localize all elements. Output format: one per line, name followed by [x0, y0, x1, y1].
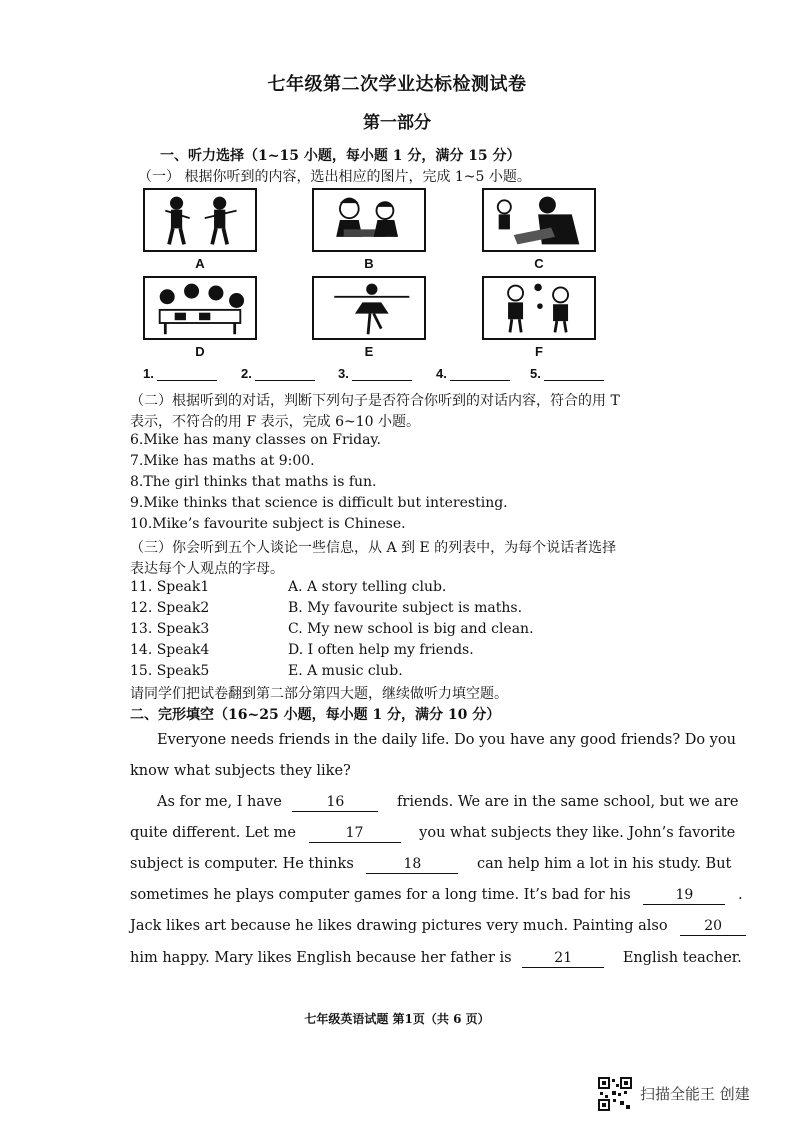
blank-number: 1.	[143, 366, 154, 381]
violin-players-icon	[143, 188, 257, 252]
statement-item: 10.Mike’s favourite subject is Chinese.	[130, 516, 406, 532]
children-playing-icon	[482, 276, 596, 340]
answer-blank[interactable]	[436, 366, 510, 381]
passage-text: sometimes he plays computer games for a long time. It’s bad for his	[130, 887, 631, 903]
statement-item: 8.The girl thinks that maths is fun.	[130, 474, 377, 490]
picture-label-d: D	[195, 344, 205, 359]
picture-label-f: F	[535, 344, 543, 359]
passage-text: friends. We are in the same school, but we are	[397, 794, 739, 810]
ballet-dancer-icon	[312, 276, 426, 340]
answer-blank[interactable]	[143, 366, 217, 381]
section2-heading: 二、完形填空（16~25 小题，每小题 1 分，满分 10 分）	[130, 707, 501, 723]
students-at-table-icon	[143, 276, 257, 340]
gap-18[interactable]: 18	[366, 857, 458, 874]
gap-17[interactable]: 17	[309, 826, 401, 843]
turn-page-note: 请同学们把试卷翻到第二部分第四大题，继续做听力填空题。	[130, 686, 508, 702]
passage-line	[130, 950, 742, 968]
blank-line	[544, 368, 604, 381]
gap-16[interactable]: 16	[292, 795, 378, 812]
blank-line	[450, 368, 510, 381]
speaker-number: 15. Speak5	[130, 663, 210, 679]
passage-text: subject is computer. He thinks	[130, 856, 354, 872]
speaker-number: 14. Speak4	[130, 642, 210, 658]
page-footer: 七年级英语试题 第1页（共 6 页）	[304, 1012, 490, 1026]
passage-text: quite different. Let me	[130, 825, 296, 841]
qr-code-icon	[598, 1077, 632, 1111]
speaker-option: E. A music club.	[288, 663, 403, 679]
passage-text: English teacher.	[622, 950, 742, 966]
passage-text: Jack likes art because he likes drawing pictures very much. Painting also	[130, 918, 668, 934]
children-reading-icon	[312, 188, 426, 252]
section1-sub2-line2: 表示，不符合的用 F 表示，完成 6~10 小题。	[130, 414, 420, 430]
passage-line	[130, 918, 723, 936]
section1-heading: 一、听力选择（1~15 小题，每小题 1 分，满分 15 分）	[160, 148, 521, 164]
passage-line: Everyone needs friends in the daily life. Do you have any good friends? Do you	[157, 732, 736, 748]
blank-number: 2.	[241, 366, 252, 381]
blank-line	[157, 368, 217, 381]
passage-text: you what subjects they like. John’s favorite	[419, 825, 736, 841]
picture-label-b: B	[364, 256, 374, 271]
picture-label-e: E	[364, 344, 374, 359]
speaker-number: 13. Speak3	[130, 621, 210, 637]
answer-blank[interactable]	[241, 366, 315, 381]
statement-item: 6.Mike has many classes on Friday.	[130, 432, 381, 448]
gap-20[interactable]: 20	[680, 919, 746, 936]
passage-line	[130, 825, 736, 843]
part-heading: 第一部分	[363, 113, 431, 133]
passage-line: know what subjects they like?	[130, 763, 351, 779]
gap-21[interactable]: 21	[522, 951, 604, 968]
speaker-option: B. My favourite subject is maths.	[288, 600, 523, 616]
answer-blank[interactable]	[530, 366, 604, 381]
passage-line	[130, 887, 743, 905]
statement-item: 9.Mike thinks that science is difficult but interesting.	[130, 495, 508, 511]
section1-sub3-line2: 表达每个人观点的字母。	[130, 561, 284, 577]
blank-number: 3.	[338, 366, 349, 381]
teacher-child-icon	[482, 188, 596, 252]
blank-number: 4.	[436, 366, 447, 381]
picture-label-a: A	[195, 256, 205, 271]
speaker-option: A. A story telling club.	[288, 579, 447, 595]
passage-text: him happy. Mary likes English because her father is	[130, 950, 512, 966]
answer-blank[interactable]	[338, 366, 412, 381]
section1-sub1: （一） 根据你听到的内容，选出相应的图片，完成 1~5 小题。	[138, 169, 531, 185]
statement-item: 7.Mike has maths at 9:00.	[130, 453, 315, 469]
section1-sub2-line1: （二）根据听到的对话，判断下列句子是否符合你听到的对话内容，符合的用 T	[130, 393, 620, 409]
exam-title: 七年级第二次学业达标检测试卷	[267, 74, 527, 95]
passage-text: .	[737, 887, 743, 903]
speaker-number: 11. Speak1	[130, 579, 210, 595]
speaker-number: 12. Speak2	[130, 600, 210, 616]
gap-19[interactable]: 19	[643, 888, 725, 905]
picture-label-c: C	[534, 256, 544, 271]
blank-line	[352, 368, 412, 381]
blank-line	[255, 368, 315, 381]
speaker-option: D. I often help my friends.	[288, 642, 474, 658]
scanner-watermark: 扫描全能王 创建	[640, 1085, 750, 1103]
passage-text: can help him a lot in his study. But	[477, 856, 732, 872]
passage-line	[130, 856, 732, 874]
passage-line	[157, 794, 739, 812]
blank-number: 5.	[530, 366, 541, 381]
speaker-option: C. My new school is big and clean.	[288, 621, 534, 637]
section1-sub3-line1: （三）你会听到五个人谈论一些信息，从 A 到 E 的列表中，为每个说话者选择	[130, 540, 617, 556]
passage-text: As for me, I have	[157, 794, 282, 810]
